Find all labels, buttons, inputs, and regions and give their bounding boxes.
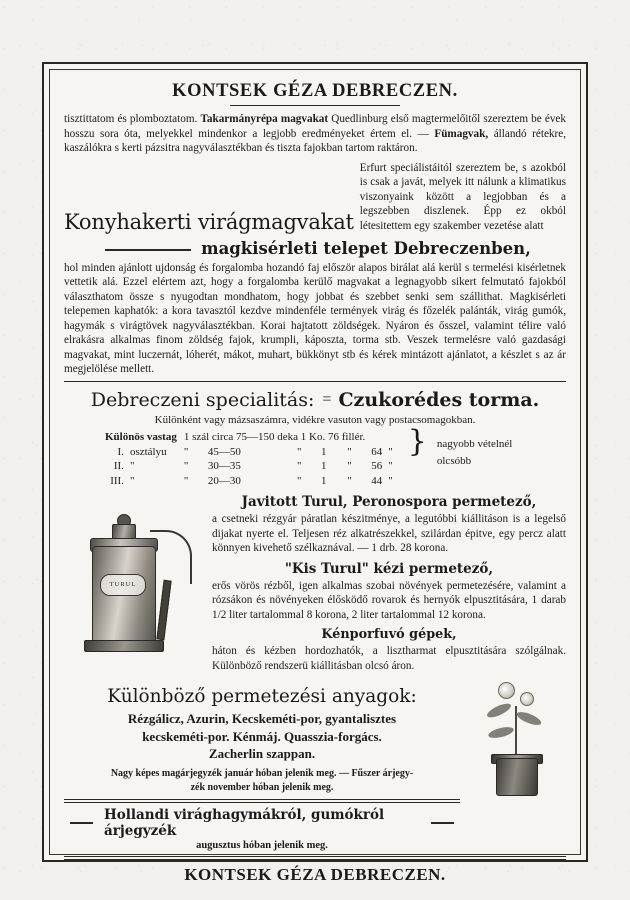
list-item: Rézgálicz, Azurin, Kecskeméti-por, gyantalisztes: [127, 710, 397, 726]
specialty-note: Különként vagy mázsaszámra, vidékre vasuton vagy postacsomagokban.: [154, 414, 476, 426]
bulb-catalog-sub: augusztus hóban jelenik meg.: [196, 840, 328, 852]
sprayer-lance-icon: [156, 580, 171, 641]
specialty-left-label: Debreczeni specialitás:: [90, 389, 315, 411]
price-unit-c: ": [347, 445, 352, 458]
page-title: KONTSEK GÉZA DEBRECZEN.: [172, 81, 458, 101]
price-label: osztályu: [129, 445, 167, 458]
bulb-catalog-line: [64, 807, 460, 839]
plant-illustration-column: [470, 678, 566, 796]
price-table-block: [102, 424, 566, 488]
sprayer-text-column: [212, 494, 566, 674]
plant-illustration: [470, 678, 562, 796]
price-brace-line1: nagyobb vételnél: [436, 438, 513, 450]
price-unit-a: ": [183, 474, 189, 487]
leaf-icon: [487, 725, 514, 740]
price-size: 20—30: [207, 474, 241, 487]
price-unit-b: ": [296, 474, 302, 487]
page-border-inner: [49, 69, 581, 885]
price-unit-d: ": [388, 460, 393, 473]
price-unit-d: ": [388, 474, 393, 487]
misc-materials-heading: Különböző permetezési anyagok:: [107, 685, 417, 707]
sprayer-hose-icon: [150, 530, 192, 584]
sprayer-products-section: [64, 494, 566, 674]
sprayer-brand-label: TURUL: [100, 574, 146, 596]
sprayer-illustration: [64, 494, 204, 670]
table-row: [102, 430, 396, 445]
lower-section: [64, 678, 566, 852]
bulb-catalog-title: Hollandi virághagymákról, gumókról árjegyzék: [104, 807, 385, 840]
product-text-kis-turul: erős vörös rézből, igen alkalmas szobai növények permetezésére, valamint a rózsákon és növényeken élősködő rovarok és hernyók elpusztitására, 1 darab 1/2 liter tartalommal 8 korona, 2 liter tartalommal 12 korona.: [212, 579, 566, 621]
kitchen-seeds-heading: Konyhakerti virágmagvakat: [64, 209, 354, 234]
table-row: [102, 445, 396, 460]
section-divider-1: [64, 381, 566, 382]
catalog-notice-line2: zék november hóban jelenik meg.: [190, 782, 334, 794]
price-koronas: 1: [320, 445, 327, 458]
price-unit-c: ": [347, 460, 352, 473]
price-class: III.: [110, 474, 124, 487]
price-fillers: 64: [371, 445, 383, 458]
kitchen-seeds-block: [64, 161, 566, 234]
leaf-icon: [515, 709, 542, 727]
price-label: ": [129, 474, 135, 487]
product-text-turul: a csetneki rézgyár páratlan készitménye, a legutóbbi kiállitáson is a legelső dijakat nyerte el. Teljesen réz alkatrészekkel, szilárdan épitve, egy percz alatt könnyen kivehető szélkaznával. — 1 drb. 28 korona.: [212, 513, 566, 555]
price-unit-c: ": [347, 474, 352, 487]
footer-title: KONTSEK GÉZA DEBRECZEN.: [184, 865, 446, 885]
product-title-kis-turul: "Kis Turul" kézi permetező,: [284, 560, 494, 577]
list-item: kecskeméti-por. Kénmáj. Quasszia-forgács.: [142, 728, 382, 744]
sprayer-base-icon: [84, 640, 164, 652]
product-title-kenporfuvo: Kénporfuvó gépek,: [321, 627, 457, 643]
intro-line1-pre: tisztittatom és plomboztatom.: [64, 113, 198, 125]
price-table: [102, 430, 396, 488]
price-class: II.: [113, 460, 124, 473]
specialty-heading-row: [64, 389, 566, 411]
trial-station-heading-row: [64, 239, 566, 259]
flower-icon: [520, 692, 534, 706]
price-brace-line2: olcsóbb: [436, 454, 472, 467]
title-divider: [230, 105, 400, 106]
misc-and-notices: [64, 678, 460, 852]
price-fillers: 44: [371, 474, 383, 487]
heading-rule-left: [105, 249, 191, 251]
footer-divider: [64, 856, 566, 860]
product-text-kenporfuvo: háton és kézben hordozhatók, a lisztharmat elpusztitására szólgálnak. Különböző rendszerü kiállitásban olcsó áron.: [212, 645, 566, 672]
product-title-turul: Javitott Turul, Peronospora permetező,: [241, 494, 537, 511]
price-brace-icon: }: [407, 424, 427, 459]
price-lead-label: Különös vastag: [105, 431, 177, 443]
trial-station-paragraph: hol minden ajánlott ujdonság és forgalomba hozandó faj először alapos birálat alá kerül s termelési kisérletnek vettetik alá. Ezzel elértem azt, hogy a forgalomba kerülő magvakat a legnagyobb sikert felmutató fajokból választhatom össze s nyugodtan mondhatom, hogy jobbat és szebbet senki sem szállithat. Magkisérleti telepemen kaphatók: a kora tavasztól kezdve mindenféle termények virág és főzelék palánták, virág gumók, hagymák s virágtövek nagyválasztékban. Korai hajtatott zöldségek. Nyáron és ősszel, valamint télire való elrakásra alkalmas finom zöldség fajok, krumpli, káposzta, torma stb. Veszek termelésre való gazdasági magvakat, mint luczernát, lóherét, mákot, muhart, bükkönyt stb és kérek mintázott ajánlatot, a készlet s az ár megjelölése mellett.: [64, 261, 566, 376]
price-brace-note: [437, 430, 512, 469]
catalog-notice-line1: Nagy képes magárjegyzék január hóban jelenik meg. — Fűszer árjegy-: [110, 768, 414, 780]
specialty-right-label: Czukorédes torma.: [338, 389, 540, 411]
flower-icon: [498, 682, 515, 699]
trial-station-heading: magkisérleti telepet Debreczenben,: [201, 238, 531, 258]
pot-icon: [496, 758, 538, 796]
price-unit-a: ": [183, 460, 189, 473]
list-item: Zacherlin szappan.: [208, 746, 316, 762]
price-koronas: 1: [320, 460, 327, 473]
intro-line1-post: Quedlinburg első magtermelőitől szereztem be évek hosszu sora óta, melyekkel mindenkor a legjobb eredményeket értem el. —: [64, 113, 566, 140]
price-label: ": [129, 460, 135, 473]
specialty-equals: =: [322, 391, 331, 408]
price-unit-b: ": [296, 460, 302, 473]
price-size: 45—50: [207, 445, 241, 458]
price-unit-a: ": [183, 445, 189, 458]
intro-line1-bold2: Fümagvak,: [434, 127, 489, 140]
misc-materials-list: [64, 710, 460, 764]
bulb-rule-right: [431, 822, 454, 824]
stem-icon: [515, 706, 517, 758]
price-unit-d: ": [388, 445, 393, 458]
table-row: [102, 459, 396, 474]
price-koronas: 1: [320, 474, 327, 487]
price-size: 30—35: [207, 460, 241, 473]
catalog-notice: [64, 767, 460, 795]
price-lead-text: 1 szál circa 75—150 deka 1 Ko. 76 fillér.: [183, 431, 366, 443]
price-class: I.: [117, 445, 124, 458]
intro-paragraph: [64, 112, 566, 156]
bulb-rule-left: [70, 822, 93, 824]
page-border-outer: [42, 62, 588, 885]
table-row: [102, 474, 396, 489]
kitchen-seeds-paragraph: Erfurt speciálistáitól szereztem be, s azokból is csak a javát, melyek itt nálunk a klimatikus viszonyaink között a legjobban és a legszebben diszlenek. Épp ez okból létesitettem egy szakember vezetése alatt: [359, 161, 566, 232]
price-unit-b: ": [296, 445, 302, 458]
leaf-icon: [485, 700, 512, 719]
intro-line1-bold: Takarmányrépa magvakat: [200, 113, 329, 125]
intro-line1-post2: állandó rétekre, kaszálókra s kerti pázsitra nagyválasztékban és tiszta fajokban tartom raktáron.: [64, 127, 567, 155]
notice-divider: [64, 799, 460, 803]
price-fillers: 56: [371, 460, 383, 473]
